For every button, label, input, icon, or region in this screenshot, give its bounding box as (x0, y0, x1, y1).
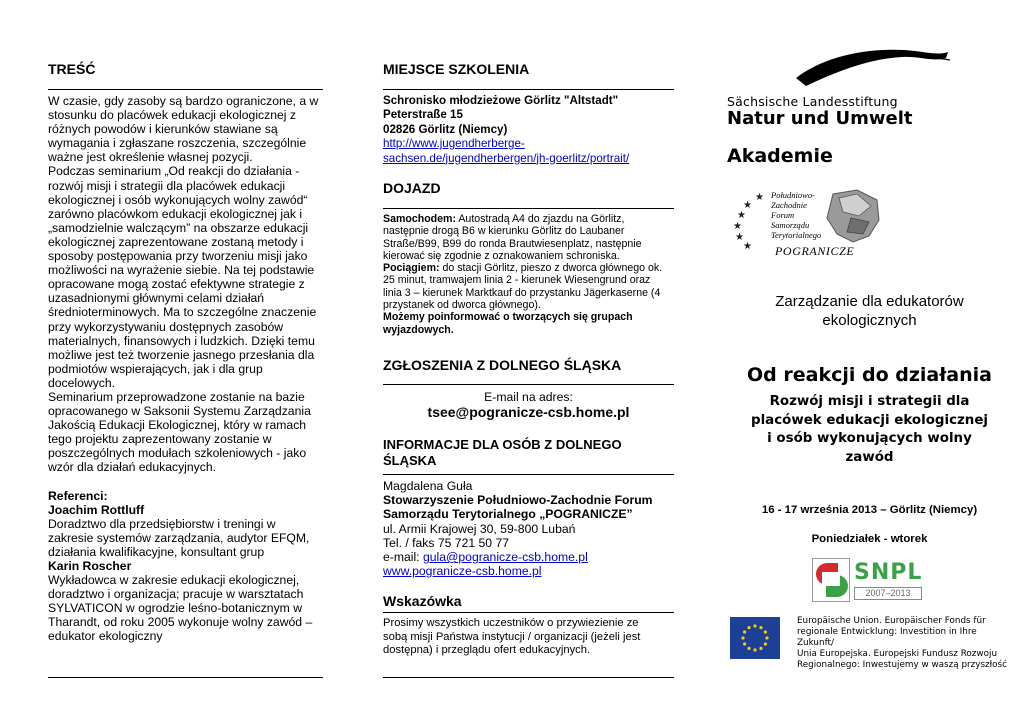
registration-heading: ZGŁOSZENIA Z DOLNEGO ŚLĄSKA (383, 357, 622, 373)
venue-name: Schronisko młodzieżowe Görlitz "Altstadt" (383, 94, 619, 107)
eu-funding-line: Europäische Union. Europäischer Fonds für (797, 616, 986, 626)
org-line-1: Stowarzyszenie Południowo-Zachodnie Forum (383, 493, 653, 508)
tagline-line: i osób wykonujących wolny (767, 431, 972, 446)
svg-text:★: ★ (743, 241, 752, 252)
referent-line: edukator ekologiczny (48, 629, 163, 644)
content-line: wzór dla działań edukacyjnych. (48, 460, 217, 475)
car-directions-line: kierować się zgodnie z oznakowaniem schroniska. (383, 249, 620, 262)
content-line: opracowanego w Saksonii Systemu Zarządzania (48, 404, 311, 419)
subtitle: Zarządzanie dla edukatorów ekologicznych (775, 293, 964, 329)
train-directions (383, 262, 683, 311)
venue-block (383, 94, 683, 166)
hint-divider (383, 612, 674, 613)
svg-text:★: ★ (743, 200, 752, 211)
content-lines (48, 94, 338, 475)
content-line: wymagania i zgłaszane roszczenia, szczególnie (48, 136, 307, 151)
car-directions-line: Samochodem: Autostradą A4 do zjazdu na Görlitz, (383, 213, 625, 225)
content-line: rozwój misji i strategii dla placówek edukacji (48, 178, 286, 193)
info-heading: INFORMACJE DLA OSÓB Z DOLNEGO ŚLĄSKA (383, 437, 622, 468)
hint-line: Prosimy wszystkich uczestników o przywiezienie ze (383, 617, 639, 629)
car-directions-line: Straße/B99, B99 do ronda Brautwiesenplatz, następnie (383, 237, 642, 250)
content-line: W czasie, gdy zasoby są bardzo ograniczone, a w (48, 94, 319, 108)
contact-email-line: e-mail: gula@pogranicze-csb.home.pl (383, 550, 588, 565)
access-heading: DOJAZD (383, 180, 441, 196)
referent-line: działania kwalifikacyjne, konsultant grup (48, 544, 265, 559)
referent-1-description (48, 517, 338, 559)
access-block (383, 213, 683, 336)
referent-1-name: Joachim Rottluff (48, 502, 145, 517)
hint-text (383, 617, 683, 658)
referent-line: zakresie systemów zarządzania, audytor EFQM, (48, 530, 310, 545)
eu-funding-line: Regionalnego: Inwestujemy w waszą przyszłość (797, 660, 1007, 670)
group-travel-line: wyjazdowych. (383, 323, 454, 336)
logo-caption-line: Zachodnie (771, 200, 807, 210)
group-travel-note (383, 311, 683, 336)
car-directions-line: następnie drogą B6 w kierunku Görlitz do Laubaner (383, 225, 625, 238)
content-line: podmiotów wspierających, jak i dla grup (48, 361, 263, 376)
logo-caption-line: Samorządu (771, 220, 810, 230)
svg-text:★: ★ (733, 221, 742, 232)
info-bottom-divider (383, 677, 674, 678)
hint-line: dostępna) i przeglądu ofert edukacyjnych. (383, 644, 591, 657)
eu-funding-line: regionale Entwicklung: Investition in Ihre Zukunft/ (797, 627, 977, 648)
train-directions-line: linia 3 – kierunek Marktkauf do przystanku Jägerkaserne (4 (383, 286, 661, 299)
content-body (48, 94, 338, 644)
content-line: możliwości na wyrażenie siebie. Na tej podstawie (48, 263, 315, 278)
contact-block (383, 479, 683, 578)
train-directions-line: przystanek od dworca głównego). (383, 299, 541, 312)
logo-caption (771, 190, 821, 240)
referent-2-name: Karin Roscher (48, 559, 132, 573)
referent-line: doradztwo i organizacja; pracuje w warsztatach (48, 587, 304, 602)
content-line: uzasadnionymi głównymi celami działań (48, 291, 265, 306)
contact-name: Magdalena Guła (383, 479, 473, 493)
snpl-name: SNPL (854, 560, 923, 585)
event-days: Poniedziałek - wtorek (811, 533, 928, 545)
content-line: zarówno placówkom edukacji ekologicznej jak i (48, 206, 303, 221)
venue-city: 02826 Görlitz (Niemcy) (383, 122, 508, 136)
content-line: poszczególnych modułach szkoleniowych - jako (48, 446, 307, 461)
content-line: Podczas seminarium „Od reakcji do działania - (48, 164, 300, 179)
brush-stroke-logo (792, 40, 952, 90)
eu-stars-icon (730, 617, 780, 659)
referents-label: Referenci: (48, 488, 108, 503)
venue-heading: MIEJSCE SZKOLENIA (383, 61, 530, 77)
email-label: E-mail na adres: (484, 390, 573, 404)
train-directions-line: 25 minut, tramwajem linia 2 - kierunek Wiesengrund oraz (383, 274, 651, 287)
content-line: przy wykorzystywaniu dostępnych zasobów (48, 319, 284, 334)
venue-street: Peterstraße 15 (383, 108, 463, 122)
website-link[interactable]: www.pogranicze-csb.home.pl (383, 564, 542, 579)
access-divider (383, 208, 674, 209)
content-line: stosunku do placówek edukacji ekologicznej z (48, 108, 296, 123)
content-bottom-divider (48, 677, 323, 678)
content-line: Seminarium przeprowadzone zostanie na bazie (48, 389, 305, 404)
event-tagline (727, 393, 1012, 467)
pogranicze-logo (729, 186, 889, 258)
hint-heading: Wskazówka (383, 593, 462, 609)
info-divider (383, 474, 674, 475)
snpl-years: 2007–2013 (854, 587, 922, 600)
referent-line: Doradztwo dla przedsiębiorstw i treningi w (48, 516, 276, 531)
eu-funding-line: Unia Europejska. Europejski Fundusz Rozwoju (797, 649, 998, 659)
snpl-logo (812, 558, 924, 602)
foundation-name: Natur und Umwelt (727, 108, 913, 129)
snpl-emblem (812, 558, 850, 602)
tagline-line: zawód (845, 449, 894, 465)
content-line: różnych powodów i kierunków stawiane są (48, 122, 278, 137)
logo-caption-line: Południowo- (771, 190, 815, 200)
group-travel-line: Możemy poinformować o tworzących się grupach (383, 311, 633, 324)
content-line: Jakością Edukacji Ekologicznej, który w ramach (48, 418, 307, 433)
tagline-line: Rozwój misji i strategii dla (769, 394, 970, 409)
eu-funding-text (797, 616, 1012, 671)
content-line: ekologicznej i osób wykonujących wolny zawód“ (48, 192, 308, 207)
content-heading: TREŚĆ (48, 61, 96, 77)
registration-email[interactable]: tsee@pogranicze-csb.home.pl (427, 404, 630, 420)
registration-divider (383, 384, 674, 385)
referent-2-description (48, 573, 338, 643)
svg-text:★: ★ (737, 210, 746, 221)
content-line: ekologicznej zaprezentowane zostaną metody i (48, 234, 304, 249)
content-line: opracowane mogą zostać efektywne strategie z (48, 277, 305, 292)
academy-label: Akademie (727, 145, 833, 167)
referent-line: Wykładowca w zakresie edukacji ekologicznej, (48, 573, 300, 588)
venue-divider (383, 89, 674, 90)
car-label: Samochodem: (383, 213, 456, 225)
event-date: 16 - 17 września 2013 – Görlitz (Niemcy) (761, 504, 978, 516)
foundation-line: Sächsische Landesstiftung (727, 94, 898, 109)
car-directions (383, 213, 683, 262)
train-directions-line: Pociągiem: do stacji Görlitz, pieszo z dworca głównego ok. (383, 262, 663, 275)
tagline-line: placówek edukacji ekologicznej (750, 412, 989, 428)
content-line: ważne jest określenie własnej pozycji. (48, 150, 253, 165)
svg-text:★: ★ (755, 192, 764, 203)
event-title: Od reakcji do działania (747, 364, 992, 386)
hint-line: sobą misji Państwa instytucji / organizacji (jeżeli jest (383, 630, 641, 643)
svg-text:★: ★ (735, 232, 744, 243)
contact-phone: Tel. / faks 75 721 50 77 (383, 535, 510, 550)
referent-line: Tharandt, od roku 2005 wykonuje wolny zawód – (48, 615, 313, 630)
content-line: „samodzielnie walczącym” na obszarze edukacji (48, 220, 309, 235)
contact-address: ul. Armii Krajowej 30, 59-800 Lubań (383, 521, 576, 536)
logo-caption-line: Terytorialnego (771, 230, 822, 240)
content-line: średnioterminowych. Ma to szczególne znaczenie (48, 305, 317, 320)
content-line: materialnych, finansowych i ludzkich. Dzięki temu (48, 333, 315, 348)
logo-name: POGRANICZE (775, 244, 855, 258)
referent-line: SYLVATICON w ogrodzie leśno-botanicznym w (48, 601, 303, 616)
contact-email-link[interactable]: gula@pogranicze-csb.home.pl (422, 550, 588, 565)
org-line-2: Samorządu Terytorialnego „POGRANICZE” (383, 507, 633, 522)
content-line: możliwe jest też tworzenie jasnego przesłania dla (48, 347, 315, 362)
eu-flag-icon (730, 617, 780, 659)
content-divider (48, 89, 323, 90)
content-line: sposoby postępowania przy tworzeniu misji jako (48, 249, 308, 264)
content-line: tego projektu zaprezentowany zostanie w (48, 432, 272, 447)
venue-link[interactable]: http://www.jugendherberge- sachsen.de/jugendherbergen/jh-goerlitz/portrait/ (383, 137, 630, 165)
train-label: Pociągiem: (383, 262, 440, 275)
content-line: docelowych. (48, 375, 116, 390)
logo-caption-line: Forum (771, 210, 795, 220)
